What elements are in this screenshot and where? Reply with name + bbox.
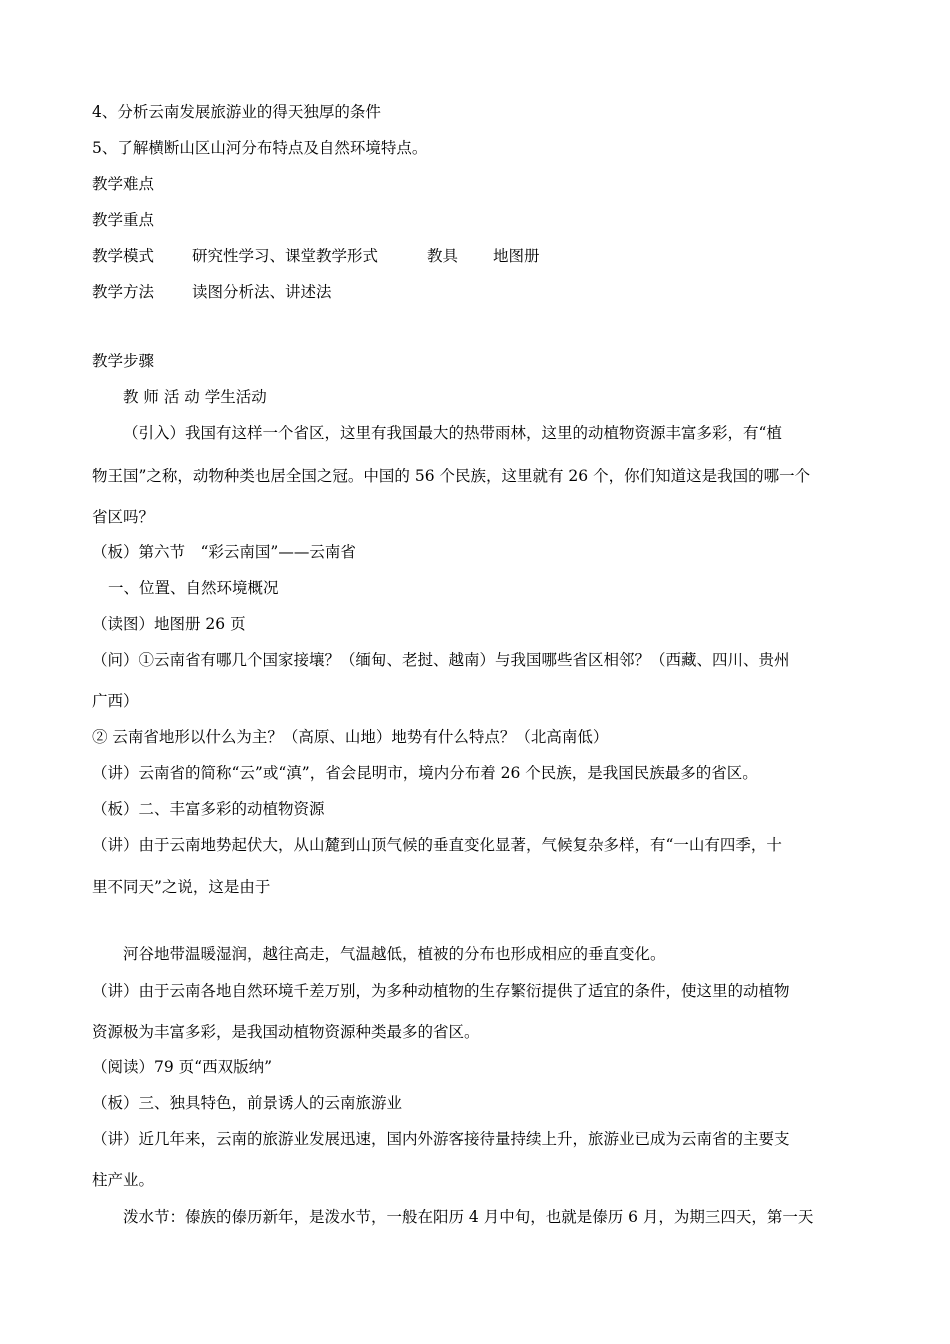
teaching-mode-row [92, 246, 540, 266]
teaching-mode-value: 研究性学习、课堂教学形式 [192, 247, 379, 265]
lecture-tourism-line-1: （讲）近几年来，云南的旅游业发展迅速，国内外游客接待量持续上升，旅游业已成为云南省的主要支 [92, 1130, 790, 1148]
teaching-steps-heading: 教学步骤 [92, 352, 155, 370]
intro-paragraph-line-2: 物王国”之称，动物种类也居全国之冠。中国的 56 个民族，这里就有 26 个，你们知道这是我国的哪一个 [92, 467, 811, 485]
section-three-heading: （板）三、独具特色，前景诱人的云南旅游业 [92, 1094, 403, 1112]
teaching-difficulty-heading: 教学难点 [92, 175, 155, 193]
teaching-focus-heading: 教学重点 [92, 211, 155, 229]
valley-description-line: 河谷地带温暖湿润，越往高走，气温越低，植被的分布也形成相应的垂直变化。 [123, 945, 666, 963]
activity-columns-header: 教 师 活 动 学生活动 [123, 388, 267, 406]
teaching-mode-label: 教学模式 [92, 247, 155, 265]
read-map-line: （读图）地图册 26 页 [92, 615, 246, 633]
reading-xishuangbanna-line: （阅读）79 页“西双版纳” [92, 1058, 272, 1076]
question-1-line-2: 广西） [92, 692, 139, 710]
lecture-climate-line-1: （讲）由于云南地势起伏大，从山麓到山顶气候的垂直变化显著，气候复杂多样，有“一山有四季，十 [92, 836, 782, 854]
lecture-abbreviation-line: （讲）云南省的简称“云”或“滇”，省会昆明市，境内分布着 26 个民族，是我国民族最多的省区。 [92, 764, 758, 782]
section-six-title: （板）第六节 “彩云南国”——云南省 [92, 543, 356, 561]
lecture-climate-line-2: 里不同天”之说，这是由于 [92, 878, 271, 896]
lecture-tourism-line-2: 柱产业。 [92, 1171, 155, 1189]
objective-5: 5、了解横断山区山河分布特点及自然环境特点。 [92, 139, 428, 157]
teaching-method-label: 教学方法 [92, 283, 155, 301]
question-1-line-1: （问）①云南省有哪几个国家接壤？（缅甸、老挝、越南）与我国哪些省区相邻？（西藏、四川、贵州 [92, 651, 790, 669]
teaching-aid-label: 教具 [427, 247, 459, 265]
section-one-heading: 一、位置、自然环境概况 [108, 579, 279, 597]
section-two-heading: （板）二、丰富多彩的动植物资源 [92, 800, 325, 818]
teaching-method-row [92, 282, 332, 302]
teaching-method-value: 读图分析法、讲述法 [192, 283, 332, 301]
teaching-aid-value: 地图册 [493, 247, 540, 265]
intro-paragraph-line-1: （引入）我国有这样一个省区，这里有我国最大的热带雨林，这里的动植物资源丰富多彩，有“植 [123, 424, 782, 442]
lecture-resources-line-2: 资源极为丰富多彩，是我国动植物资源种类最多的省区。 [92, 1023, 480, 1041]
water-festival-line: 泼水节：傣族的傣历新年，是泼水节，一般在阳历 4 月中旬，也就是傣历 6 月，为期三四天，第一天 [123, 1208, 814, 1226]
question-2-line: ② 云南省地形以什么为主？（高原、山地）地势有什么特点？（北高南低） [92, 728, 609, 746]
lecture-resources-line-1: （讲）由于云南各地自然环境千差万别，为多种动植物的生存繁衍提供了适宜的条件，使这里的动植物 [92, 982, 790, 1000]
objective-4: 4、分析云南发展旅游业的得天独厚的条件 [92, 103, 381, 121]
intro-paragraph-line-3: 省区吗？ [92, 508, 155, 526]
